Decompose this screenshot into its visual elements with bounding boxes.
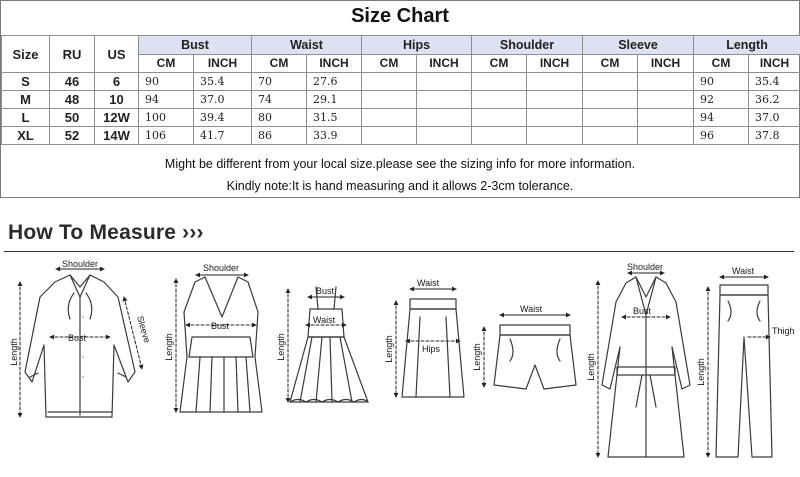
cell-sleeve-cm [583,73,638,91]
cell-bust-cm: 90 [139,73,194,91]
garment-illustrations [0,257,800,477]
col-header-ru: RU [50,36,95,73]
header-row-groups [2,36,800,55]
cell-bust-inch: 39.4 [194,109,252,127]
cell-shoulder-cm [472,109,527,127]
unit-header-bust-inch: INCH [194,54,252,73]
chart-title: Size Chart [351,5,449,27]
cell-us: 12W [95,109,139,127]
bust-label: Bust [68,333,87,343]
cell-bust-cm: 106 [139,127,194,145]
cell-sleeve-cm [583,127,638,145]
table-row [2,73,800,91]
table-row [2,91,800,109]
cell-size: S [2,73,50,91]
heading-divider [4,251,794,252]
col-header-hips: Hips [362,36,472,55]
cell-length-inch: 36.2 [749,91,800,109]
cell-shoulder-inch [527,109,583,127]
table-row [2,127,800,145]
waist-label: Waist [417,278,440,288]
length-label: Length [164,333,174,361]
length-label: Length [9,338,19,366]
cell-hips-inch [417,73,472,91]
waist-label: Waist [313,315,336,325]
col-header-waist: Waist [252,36,362,55]
unit-header-waist-inch: INCH [307,54,362,73]
waist-label: Waist [520,304,543,314]
sleeve-label: Sleeve [135,314,153,345]
cell-sleeve-inch [638,73,694,91]
cell-waist-cm: 74 [252,91,307,109]
unit-header-hips-inch: INCH [417,54,472,73]
cell-us: 6 [95,73,139,91]
size-table [1,35,800,145]
cell-ru: 48 [50,91,95,109]
length-label: Length [472,343,482,371]
cell-sleeve-cm [583,109,638,127]
shoulder-label: Shoulder [62,259,99,269]
strap-dress-diagram [276,286,368,402]
length-label: Length [276,333,286,361]
shoulder-label: Shoulder [627,262,664,272]
how-to-measure-heading: How To Measure ››› [8,221,204,244]
shorts-diagram [472,304,576,389]
cell-shoulder-inch [527,73,583,91]
length-label: Length [696,358,706,386]
cell-length-cm: 94 [694,109,749,127]
note-local-size: Might be different from your local size.please see the sizing info for more information. [164,157,636,171]
cell-waist-cm: 86 [252,127,307,145]
trousers-diagram [696,266,795,457]
vest-diagram [164,263,262,412]
cell-bust-inch: 35.4 [194,73,252,91]
unit-header-waist-cm: CM [252,54,307,73]
unit-header-sleeve-cm: CM [583,54,638,73]
cell-length-cm: 90 [694,73,749,91]
coat-diagram [586,262,690,457]
cell-ru: 50 [50,109,95,127]
cell-sleeve-cm [583,91,638,109]
length-label: Length [384,335,394,363]
cell-hips-cm [362,127,417,145]
cell-hips-cm [362,109,417,127]
col-header-us: US [95,36,139,73]
size-chart [0,0,800,198]
skirt-diagram [384,278,464,397]
cell-waist-inch: 29.1 [307,91,362,109]
col-header-size: Size [2,36,50,73]
cell-waist-cm: 70 [252,73,307,91]
cell-hips-inch [417,91,472,109]
cell-length-inch: 37.0 [749,109,800,127]
cell-sleeve-inch [638,91,694,109]
cell-shoulder-cm [472,91,527,109]
col-header-bust: Bust [139,36,252,55]
col-header-shoulder: Shoulder [472,36,583,55]
cell-us: 14W [95,127,139,145]
cell-bust-cm: 100 [139,109,194,127]
length-label: Length [586,353,596,381]
cell-sleeve-inch [638,127,694,145]
cell-size: M [2,91,50,109]
unit-header-length-cm: CM [694,54,749,73]
cell-size: L [2,109,50,127]
cell-us: 10 [95,91,139,109]
cell-hips-inch [417,127,472,145]
cell-length-cm: 96 [694,127,749,145]
how-to-measure-section [0,205,800,477]
cell-length-inch: 35.4 [749,73,800,91]
cell-size: XL [2,127,50,145]
table-row [2,109,800,127]
unit-header-shoulder-inch: INCH [527,54,583,73]
note-tolerance: Kindly note:It is hand measuring and it allows 2-3cm tolerance. [226,179,574,193]
cell-hips-inch [417,109,472,127]
col-header-length: Length [694,36,800,55]
col-header-sleeve: Sleeve [583,36,694,55]
unit-header-hips-cm: CM [362,54,417,73]
cell-ru: 46 [50,73,95,91]
bust-label: Bust [211,321,230,331]
cell-hips-cm [362,91,417,109]
blouse-diagram [9,259,152,417]
cell-length-inch: 37.8 [749,127,800,145]
bust-label: Bust [316,286,335,296]
unit-header-shoulder-cm: CM [472,54,527,73]
thigh-label: Thigh [772,326,795,336]
cell-shoulder-inch [527,91,583,109]
cell-sleeve-inch [638,109,694,127]
waist-label: Waist [732,266,755,276]
cell-waist-inch: 33.9 [307,127,362,145]
cell-waist-cm: 80 [252,109,307,127]
cell-length-cm: 92 [694,91,749,109]
cell-bust-cm: 94 [139,91,194,109]
unit-header-length-inch: INCH [749,54,800,73]
cell-shoulder-inch [527,127,583,145]
cell-waist-inch: 31.5 [307,109,362,127]
cell-shoulder-cm [472,127,527,145]
unit-header-bust-cm: CM [139,54,194,73]
cell-waist-inch: 27.6 [307,73,362,91]
bust-label: Bust [633,306,652,316]
cell-shoulder-cm [472,73,527,91]
unit-header-sleeve-inch: INCH [638,54,694,73]
cell-bust-inch: 37.0 [194,91,252,109]
cell-ru: 52 [50,127,95,145]
cell-hips-cm [362,73,417,91]
shoulder-label: Shoulder [203,263,240,273]
cell-bust-inch: 41.7 [194,127,252,145]
hips-label: Hips [422,344,441,354]
